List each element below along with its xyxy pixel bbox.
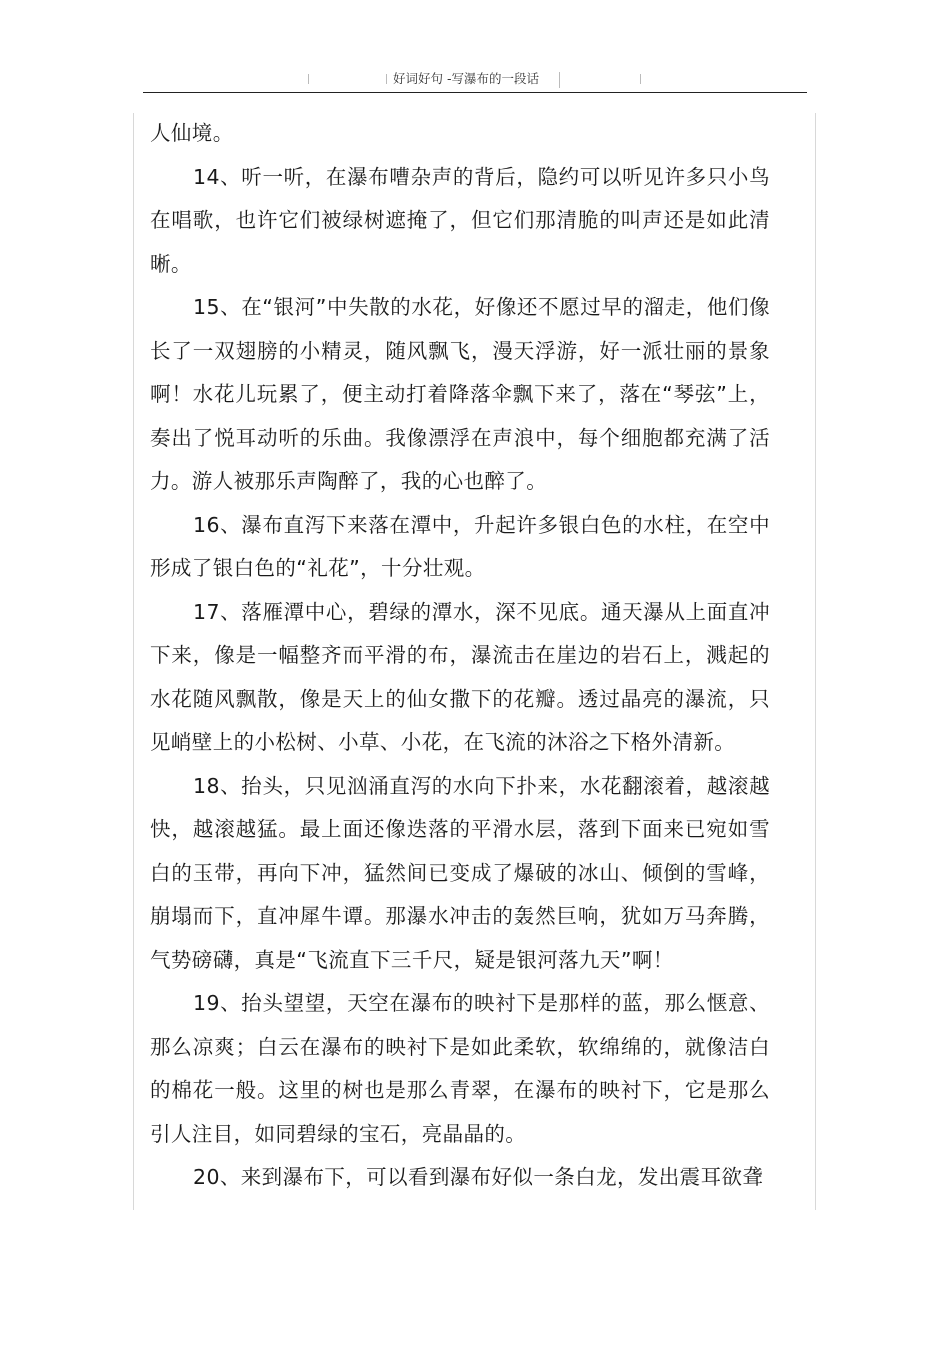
left-margin-rule	[133, 113, 134, 1210]
paragraph: 人仙境。	[150, 121, 234, 145]
header-tick	[640, 74, 641, 84]
paragraph: 17、落雁潭中心，碧绿的潭水，深不见底。通天瀑从上面直冲下来，像是一幅整齐而平滑的布，瀑流击在崖边的岩石上，溅起的水花随风飘散，像是天上的仙女撒下的花瓣。透过晶亮的瀑流，只见峭壁上的小松树、小草、小花，在飞流的沐浴之下格外清新。	[150, 599, 770, 754]
header-title: 好词好句 -写瀑布的一段话	[393, 71, 539, 86]
paragraph: 20、来到瀑布下，可以看到瀑布好似一条白龙，发出震耳欲聋	[193, 1165, 764, 1189]
paragraph: 15、在“银河”中失散的水花，好像还不愿过早的溜走，他们像长了一双翅膀的小精灵，随风飘飞，漫天浮游，好一派壮丽的景象啊！水花儿玩累了，便主动打着降落伞飘下来了，落在“琴弦”上，奏出了悦耳动听的乐曲。我像漂浮在声浪中，每个细胞都充满了活力。游人被那乐声陶醉了，我的心也醉了。	[150, 295, 770, 493]
header-tick	[559, 72, 560, 88]
document-body	[150, 112, 770, 1200]
header-tick	[386, 74, 387, 84]
paragraph: 14、听一听，在瀑布嘈杂声的背后，隐约可以听见许多只小鸟在唱歌，也许它们被绿树遮掩了，但它们那清脆的叫声还是如此清晰。	[150, 164, 770, 276]
paragraph: 19、抬头望望，天空在瀑布的映衬下是那样的蓝，那么惬意、那么凉爽；白云在瀑布的映衬下是如此柔软，软绵绵的，就像洁白的棉花一般。这里的树也是那么青翠，在瀑布的映衬下，它是那么引人注目，如同碧绿的宝石，亮晶晶的。	[150, 991, 770, 1146]
paragraph: 18、抬头，只见汹涌直泻的水向下扑来，水花翻滚着，越滚越快，越滚越猛。最上面还像迭落的平滑水层，落到下面来已宛如雪白的玉带，再向下冲，猛然间已变成了爆破的冰山、倾倒的雪峰，崩塌而下，直冲犀牛谭。那瀑水冲击的轰然巨响，犹如万马奔腾，气势磅礴，真是“飞流直下三千尺，疑是银河落九天”啊！	[150, 773, 770, 972]
right-margin-rule	[815, 113, 816, 1210]
paragraph: 16、瀑布直泻下来落在潭中，升起许多银白色的水柱，在空中形成了银白色的“礼花”，十分壮观。	[150, 512, 770, 580]
page-header	[143, 62, 807, 93]
header-tick	[308, 74, 309, 84]
